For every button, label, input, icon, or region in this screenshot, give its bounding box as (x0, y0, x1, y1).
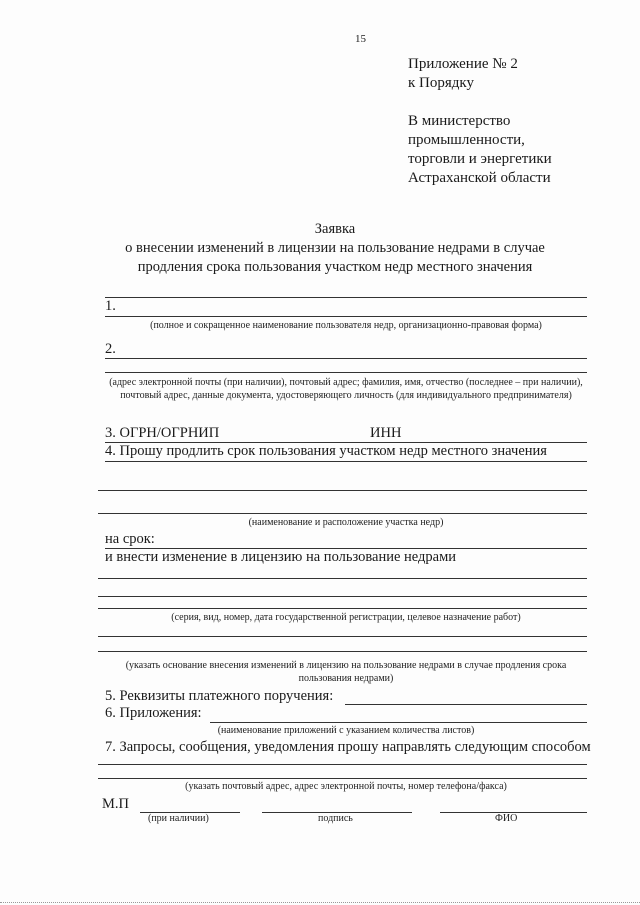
attachments-caption: (наименование приложений с указанием количества листов) (217, 725, 475, 736)
notification-input-line[interactable] (98, 764, 587, 765)
rule (105, 297, 587, 298)
appendix-label: Приложение № 2 (408, 56, 518, 72)
license-input-line-2[interactable] (98, 596, 587, 597)
signature-caption: подпись (318, 813, 353, 824)
term-label: на срок: (105, 531, 155, 547)
addressee-block (408, 55, 552, 188)
item-4-caption: (наименование и расположение участка недр) (248, 517, 444, 528)
addressee-line-1: В министерство (408, 113, 511, 129)
addressee-line-2: промышленности, (408, 132, 525, 148)
item-2-input-line[interactable] (105, 358, 587, 359)
item-4-request: 4. Прошу продлить срок пользования участком недр местного значения (105, 443, 547, 459)
addressee-line-4: Астраханской области (408, 170, 551, 186)
attachments-label: 6. Приложения: (105, 705, 202, 721)
order-reference: к Порядку (408, 75, 474, 91)
stamp-caption: (при наличии) (148, 813, 209, 824)
inn-label: ИНН (370, 425, 402, 441)
document-title: Заявка (314, 221, 356, 237)
item-1-number: 1. (105, 298, 116, 314)
addressee-line-3: торговли и энергетики (408, 151, 552, 167)
document-subtitle-line-1: о внесении изменений в лицензии на пользование недрами в случае (125, 240, 545, 256)
notification-input-line-2[interactable] (98, 778, 587, 779)
license-caption: (серия, вид, номер, дата государственной регистрации, целевое назначение работ) (171, 612, 521, 623)
item-4-input-line-3[interactable] (98, 513, 587, 514)
basis-caption: (указать основание внесения изменений в лицензию на пользование недрами в случае продления срока пользования недрами) (125, 660, 567, 684)
notification-method-text: 7. Запросы, сообщения, уведомления прошу направлять следующим способом (105, 739, 591, 755)
document-subtitle-line-2: продления срока пользования участком недр местного значения (137, 259, 533, 275)
item-2-caption: (адрес электронной почты (при наличии), почтовый адрес; фамилия, имя, отчество (последнее – при наличии), почтовый адрес, данные документа, удостоверяющего личность (для индивидуального предпринимателя) (109, 377, 583, 401)
license-input-line[interactable] (98, 578, 587, 579)
attachments-input-line[interactable] (210, 722, 587, 723)
name-caption: ФИО (495, 813, 518, 824)
payment-details-label: 5. Реквизиты платежного поручения: (105, 688, 334, 704)
basis-input-line[interactable] (98, 636, 587, 637)
amend-license-text: и внести изменение в лицензию на пользование недрами (105, 549, 457, 565)
item-2-number: 2. (105, 341, 116, 357)
payment-details-input-line[interactable] (345, 704, 587, 705)
ogrn-label: 3. ОГРН/ОГРНИП (105, 425, 220, 441)
stamp-label: М.П (102, 796, 129, 812)
scan-edge-border (0, 902, 640, 903)
basis-input-line-2[interactable] (98, 651, 587, 652)
item-4-input-line-2[interactable] (98, 490, 587, 491)
page-number: 15 (355, 33, 366, 45)
item-1-input-line[interactable] (105, 316, 587, 317)
item-4-input-line[interactable] (105, 461, 587, 462)
header-spacer (408, 93, 552, 112)
notification-caption: (указать почтовый адрес, адрес электронной почты, номер телефона/факса) (185, 781, 507, 792)
item-2-input-line-2[interactable] (105, 372, 587, 373)
item-1-caption: (полное и сокращенное наименование пользователя недр, организационно-правовая форма) (150, 320, 542, 331)
license-input-line-3[interactable] (98, 608, 587, 609)
